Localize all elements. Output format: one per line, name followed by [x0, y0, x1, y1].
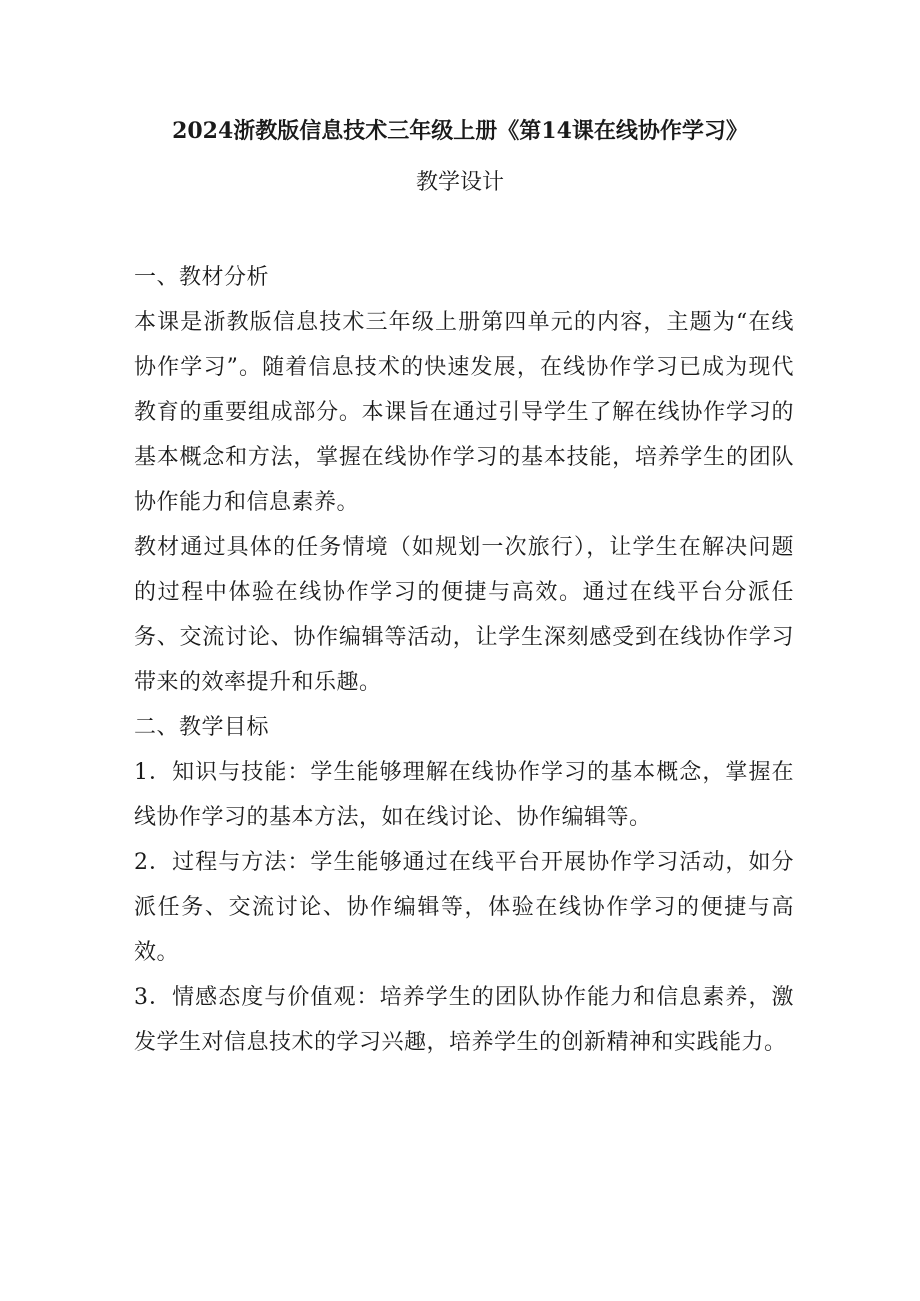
paragraph: 教材通过具体的任务情境（如规划一次旅行），让学生在解决问题的过程中体验在线协作学习的便捷与高效。通过在线平台分派任务、交流讨论、协作编辑等活动，让学生深刻感受到在线协作学习带来的效率提升和乐趣。 [134, 535, 794, 695]
objective-item: 3．情感态度与价值观：培养学生的团队协作能力和信息素养，激发学生对信息技术的学习兴趣，培养学生的创新精神和实践能力。 [134, 985, 794, 1055]
objective-item: 1．知识与技能：学生能够理解在线协作学习的基本概念，掌握在线协作学习的基本方法，如在线讨论、协作编辑等。 [134, 760, 794, 830]
document-title: 2024浙教版信息技术三年级上册《第14课在线协作学习》 [172, 118, 748, 144]
section-heading-objectives: 二、教学目标 [134, 715, 270, 740]
objective-item: 2．过程与方法：学生能够通过在线平台开展协作学习活动，如分派任务、交流讨论、协作编辑等，体验在线协作学习的便捷与高效。 [134, 850, 794, 965]
section-heading-materials: 一、教材分析 [134, 265, 270, 290]
document-subtitle: 教学设计 [415, 170, 504, 195]
paragraph: 本课是浙教版信息技术三年级上册第四单元的内容，主题为“在线协作学习”。随着信息技术的快速发展，在线协作学习已成为现代教育的重要组成部分。本课旨在通过引导学生了解在线协作学习的基本概念和方法，掌握在线协作学习的基本技能，培养学生的团队协作能力和信息素养。 [134, 310, 794, 515]
document-body [134, 255, 794, 1065]
